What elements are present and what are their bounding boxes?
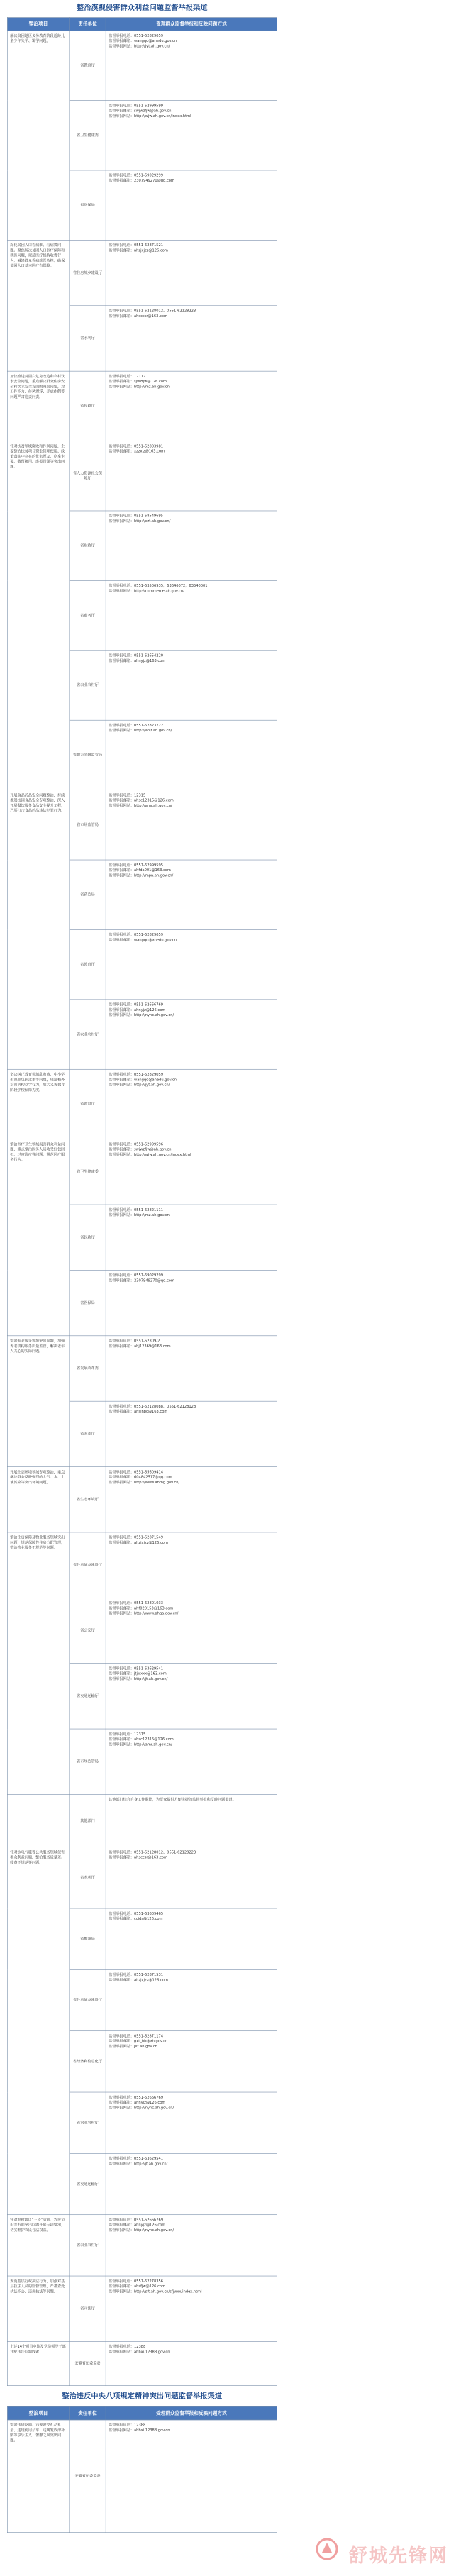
unit-cell: 省卫生健康委	[70, 101, 106, 170]
contact-cell	[106, 306, 277, 371]
contact-cell	[106, 1069, 277, 1139]
unit-cell: 省住房城乡建设厅	[70, 1969, 106, 2030]
table-row	[7, 2276, 277, 2341]
contact-line: 监督举报电话：0551-62803981	[109, 444, 164, 449]
header-contact: 受理群众监督举报和反映问题方式	[106, 2406, 277, 2420]
unit-cell: 省司法厅	[70, 2276, 106, 2341]
unit-cell: 省水利厅	[70, 1401, 106, 1466]
contact-line: 监督举报邮箱：ahsc12315@126.com	[109, 1737, 174, 1742]
item-cell: 整治养老服务领域突出问题，加强养老机构服务质量监管，解决老年人关心的实际问题。	[7, 1336, 70, 1467]
contact-line: 监督举报电话：12117	[109, 374, 146, 379]
contact-line: 监督举报电话：0551-62666769	[109, 1002, 164, 1007]
watermark-logo-icon	[315, 2537, 339, 2561]
contact-cell	[106, 580, 277, 650]
item-cell: 解决贫困地区义务教育阶段适龄儿童少年失学、辍学问题。	[7, 31, 70, 240]
contact-cell	[106, 2341, 277, 2385]
contact-line: 监督举报电话：12315	[109, 793, 146, 798]
contact-cell	[106, 1139, 277, 1205]
contact-line: 监督举报电话：0551-62128088、0551-62128128	[109, 1404, 196, 1409]
contact-line: 监督举报电话：0551-69029299	[109, 173, 164, 178]
contact-line: 监督举报邮箱：ahsccsr@163.com	[109, 1855, 168, 1860]
header-item: 整治项目	[7, 17, 70, 31]
contact-cell	[106, 2215, 277, 2276]
unit-cell: 省民政厅	[70, 1205, 106, 1270]
unit-cell: 省住房城乡建设厅	[70, 1532, 106, 1598]
contact-cell	[106, 1729, 277, 1794]
contact-line: 监督举报邮箱：ahfda001@163.com	[109, 868, 171, 873]
table-row	[7, 1139, 277, 1205]
section1-header-row	[7, 17, 277, 31]
unit-cell: 省教育厅	[70, 929, 106, 999]
contact-line: 监督举报网站：http://ahjr.ah.gov.cn/	[109, 728, 172, 734]
unit-cell: 省民政厅	[70, 371, 106, 441]
contact-line: 监督举报邮箱：ahzjxjzz@126.com	[109, 1978, 168, 1983]
unit-cell: 安徽省纪委监委	[70, 2341, 106, 2385]
contact-cell	[106, 790, 277, 860]
unit-cell: 省发展改革委	[70, 1336, 106, 1401]
contact-line: 监督举报邮箱：604842517@qq.com	[109, 1475, 172, 1480]
contact-cell	[106, 929, 277, 999]
item-cell: 整治违规吃喝、违规收受礼品礼金、违规使用公车、违规发放津补贴等享乐主义、奢靡之风突出问题。	[7, 2420, 70, 2533]
contact-cell	[106, 1532, 277, 1598]
contact-line: 监督举报电话：12388	[109, 2423, 146, 2428]
contact-line: 监督举报电话：0551-63506935，63646072，63540001	[109, 583, 208, 588]
contact-line: 监督举报邮箱：swjwzfjw@ah.gov.cn	[109, 109, 172, 114]
contact-cell	[106, 1908, 277, 1969]
contact-line: 监督举报电话：0551-62666769	[109, 2095, 164, 2100]
section2-title: 整治违反中央八项规定精神突出问题监督举报渠道	[62, 2392, 223, 2401]
item-cell	[7, 1794, 70, 1847]
contact-line: 监督举报邮箱：xzzxjz@163.com	[109, 449, 165, 454]
contact-line: 监督举报网站：jxt.ah.gov.cn	[109, 2044, 157, 2049]
contact-line: 监督举报电话：0551-62823722	[109, 723, 164, 728]
unit-cell: 省市场监管局	[70, 790, 106, 860]
table-row	[7, 2341, 277, 2385]
contact-line: 监督举报电话：0551-62666769	[109, 2218, 164, 2223]
contact-cell	[106, 2153, 277, 2214]
contact-line: 监督举报电话：12388	[109, 2344, 146, 2349]
contact-line: 监督举报网站：http://czt.ah.gov.cn/	[109, 519, 171, 524]
contact-line: 监督举报电话：0551-62278356	[109, 2279, 164, 2284]
table-row	[7, 441, 277, 511]
unit-cell: 省地方金融监管局	[70, 720, 106, 790]
table-row	[7, 2215, 277, 2276]
contact-line: 监督举报电话：0551-63629541	[109, 2156, 164, 2161]
contact-cell	[106, 1598, 277, 1663]
header-unit: 责任单位	[70, 2406, 106, 2420]
unit-cell: 省医保局	[70, 170, 106, 240]
contact-line: 监督举报网站：http://wjw.ah.gov.cn/index.html	[109, 1152, 191, 1157]
contact-line: 监督举报网站：http://amr.ah.gov.cn/	[109, 803, 172, 808]
contact-cell	[106, 371, 277, 441]
unit-cell: 省商务厅	[70, 580, 106, 650]
contact-line: 监督举报电话：0551-62654220	[109, 653, 164, 658]
contact-line: 监督举报网站：http://amr.ah.gov.cn/	[109, 1742, 172, 1747]
unit-cell: 省卫生健康委	[70, 1139, 106, 1205]
watermark: 舒城先锋网	[348, 2545, 448, 2567]
unit-cell: 省农业农村厅	[70, 651, 106, 720]
unit-cell: 省财政厅	[70, 511, 106, 580]
contact-line: 监督举报邮箱：sjwzfjw@126.com	[109, 379, 167, 384]
contact-cell	[106, 2420, 277, 2533]
contact-line: 监督举报邮箱：ahf020153@163.com	[109, 1606, 174, 1611]
table-row	[7, 371, 277, 441]
contact-cell	[106, 2092, 277, 2153]
contact-line: 监督举报电话：0551-62309-2	[109, 1339, 160, 1344]
contact-line: 监督举报邮箱：gxt_hh@ah.gov.cn	[109, 2039, 168, 2044]
contact-cell	[106, 1205, 277, 1270]
contact-line: 监督举报网站：http://mz.ah.gov.cn	[109, 1212, 170, 1217]
contact-cell	[106, 441, 277, 511]
contact-line: 监督举报邮箱：ahsccsr@163.com	[109, 314, 168, 319]
contact-line: 监督举报邮箱：jtjwxxx@163.com	[109, 1671, 167, 1676]
contact-cell	[106, 170, 277, 240]
contact-line: 监督举报网站：http://nync.ah.gov.cn/	[109, 1012, 174, 1017]
contact-line: 监督举报电话：0551-62999595	[109, 863, 164, 868]
contact-cell	[106, 2031, 277, 2092]
contact-line: 其他部门结合自身工作职能，为群众提供方便快捷的监督举报和反映问题渠道。	[109, 1797, 236, 1802]
item-cell: 针对农村地区“三资”管理、农民负担等方面突出问题开展专项整治，切实维护农民合法权益。	[7, 2215, 70, 2276]
contact-cell	[106, 1969, 277, 2030]
contact-line: 监督举报邮箱：ahsc12315@126.com	[109, 798, 174, 803]
contact-line: 监督举报邮箱：2307949270@qq.com	[109, 178, 174, 183]
contact-cell	[106, 2276, 277, 2341]
item-cell: 开展生态环境领域专项整治，重点解决群众反映强烈的大气、水、土壤污染等突出环境问题。	[7, 1467, 70, 1532]
table-row	[7, 1847, 277, 1908]
section1-title: 整治漠视侵害群众利益问题监督举报渠道	[76, 3, 208, 12]
table-row	[7, 31, 277, 100]
unit-cell: 省医保局	[70, 1270, 106, 1335]
table-row	[7, 2420, 277, 2533]
contact-line: 监督举报电话：0551-62821111	[109, 1207, 164, 1212]
contact-cell	[106, 1000, 277, 1069]
section2-table	[7, 2406, 277, 2533]
contact-line: 监督举报网站：http://www.ahga.gov.cn/	[109, 1611, 179, 1616]
contact-cell	[106, 651, 277, 720]
contact-cell	[106, 1664, 277, 1729]
item-cell: 针对水电气暖等公共服务领域侵害群众利益问题，整治服务质量差、收费不规范等问题。	[7, 1847, 70, 2215]
contact-line: 监督举报邮箱：ahnyjz@163.com	[109, 658, 166, 663]
unit-cell: 安徽省纪委监委	[70, 2420, 106, 2533]
contact-line: 监督举报网站：ahbxi.12388.gov.cn	[109, 2428, 170, 2433]
contact-line: 监督举报网站：http://commerce.ah.gov.cn/	[109, 589, 184, 594]
contact-cell	[106, 1336, 277, 1401]
contact-line: 监督举报电话：0551-65609414	[109, 1470, 164, 1475]
contact-line: 监督举报邮箱：wangqq@ahedu.gov.cn	[109, 38, 177, 43]
contact-cell	[106, 1467, 277, 1532]
contact-line: 监督举报邮箱：ahsfjw@126.com	[109, 2284, 166, 2289]
item-cell: 针对扶贫领域腐败和作风问题，主要整治扶贫项目资金管理使用、政策落实中存在的优亲厚友、吃拿卡要、截留挪用、虚报冒领等突出问题。	[7, 441, 70, 790]
unit-cell: 省市场监管局	[70, 1729, 106, 1794]
contact-line: 监督举报网站：http://mz.ah.gov.cn	[109, 385, 170, 389]
contact-line: 监督举报电话：0551-62128012、0551-62128223	[109, 1850, 196, 1855]
item-cell: 整治医疗卫生领域损害群众利益问题，重点整治医务人员收受红包回扣、过度诊疗等问题，规范医疗服务行为。	[7, 1139, 70, 1336]
contact-cell	[106, 1401, 277, 1466]
contact-line: 监督举报电话：0551-68549695	[109, 514, 164, 519]
contact-line: 监督举报邮箱：ahnyjz@126.com	[109, 2100, 166, 2105]
contact-line: 监督举报邮箱：swjwzfjw@ah.gov.cn	[109, 1147, 172, 1152]
contact-cell	[106, 860, 277, 929]
item-cell: 开展食品药品安全问题整治，持续推进校园食品安全专项整治，深入开展餐饮服务食品安全提升工程，严厉打击食品药品违法犯罪行为。	[7, 790, 70, 1070]
unit-cell: 省教育厅	[70, 1069, 106, 1139]
header-item: 整治项目	[7, 2406, 70, 2420]
contact-line: 监督举报邮箱：ahzjxjzz@126.com	[109, 248, 168, 253]
contact-cell	[106, 511, 277, 580]
unit-cell: 省农业农村厅	[70, 2215, 106, 2276]
unit-cell: 省住房城乡建设厅	[70, 240, 106, 305]
table-row	[7, 790, 277, 860]
unit-cell: 省公安厅	[70, 1598, 106, 1663]
unit-cell: 省能源局	[70, 1908, 106, 1969]
contact-cell	[106, 1794, 277, 1847]
contact-line: 监督举报网站：http://jyt.ah.gov.cn/	[109, 1083, 170, 1088]
contact-cell	[106, 1847, 277, 1908]
unit-cell: 省生态环境厅	[70, 1467, 106, 1532]
table-row	[7, 1794, 277, 1847]
item-cell: 规范基层行政执法行为，加强对基层执法人员的监督管理，严肃查处执法不公、违规执法等问题。	[7, 2276, 70, 2341]
contact-line: 监督举报网站：http://jyt.ah.gov.cn/	[109, 44, 170, 49]
contact-line: 监督举报电话：0551-62871174	[109, 2034, 164, 2039]
contact-line: 监督举报电话：0551-62871521	[109, 243, 164, 248]
contact-line: 监督举报网站：http://www.ahmg.gov.cn/	[109, 1480, 180, 1485]
contact-line: 监督举报邮箱：ccjds@126.com	[109, 1916, 163, 1921]
table-row	[7, 1336, 277, 1401]
contact-line: 监督举报电话：0551-62999599	[109, 104, 164, 109]
contact-cell	[106, 1270, 277, 1335]
unit-cell: 省水利厅	[70, 1847, 106, 1908]
table-row	[7, 1069, 277, 1139]
contact-line: 监督举报网站：http://sft.ah.gov.cn/sfjwxx/index.html	[109, 2289, 202, 2294]
contact-line: 监督举报邮箱：ahzjxjzz@126.com	[109, 1540, 168, 1545]
contact-line: 监督举报邮箱：wangqq@ahedu.gov.cn	[109, 1078, 177, 1083]
contact-line: 监督举报电话：0551-63629541	[109, 1666, 164, 1671]
contact-line: 监督举报电话：0551-62871549	[109, 1535, 164, 1540]
contact-line: 监督举报网站：http://jt.ah.gov.cn/	[109, 2162, 168, 2167]
contact-line: 监督举报邮箱：wangqq@ahedu.gov.cn	[109, 938, 177, 943]
item-cell: 坚决纠正教育领域乱收费、中小学生课业负担过重等问题，规范校外培训机构办学行为，加大义务教育阶段学校保障力度。	[7, 1069, 70, 1139]
unit-cell: 省药监局	[70, 860, 106, 929]
contact-cell	[106, 720, 277, 790]
unit-cell: 其他部门	[70, 1794, 106, 1847]
item-cell: 整治住房保障及物业服务领域突出问题，规范保障性住房分配管理，整治物业服务不规范等问题。	[7, 1532, 70, 1794]
contact-line: 监督举报网站：http://mpa.ah.gov.cn/	[109, 873, 174, 878]
contact-line: 监督举报电话：12315	[109, 1732, 146, 1737]
contact-line: 监督举报电话：0551-62829059	[109, 932, 164, 938]
unit-cell: 省水利厅	[70, 306, 106, 371]
contact-line: 监督举报电话：0551-69029299	[109, 1273, 164, 1278]
contact-line: 监督举报电话：0551-62128012、0551-62128223	[109, 309, 196, 314]
contact-line: 监督举报网站：http://wjw.ah.gov.cn/index.html	[109, 114, 191, 118]
section2-header-row	[7, 2406, 277, 2420]
contact-cell	[106, 31, 277, 100]
contact-cell	[106, 101, 277, 170]
contact-line: 监督举报网站：http://jt.ah.gov.cn/	[109, 1676, 168, 1681]
unit-cell: 省交通运输厅	[70, 2153, 106, 2214]
contact-line: 监督举报电话：0551-63609465	[109, 1911, 164, 1916]
contact-line: 监督举报电话：0551-62999596	[109, 1142, 164, 1147]
contact-line: 监督举报邮箱：ahnyjz@126.com	[109, 2223, 166, 2228]
table-row	[7, 240, 277, 305]
unit-cell: 省交通运输厅	[70, 1664, 106, 1729]
unit-cell: 省农业农村厅	[70, 1000, 106, 1069]
contact-line: 监督举报邮箱：ahj12369@163.com	[109, 1344, 171, 1349]
item-cell: 上述14个项目中涉及党员领导干部违纪违法问题线索	[7, 2341, 70, 2385]
item-cell: 加快推进贫困户危房改造和农村饮水安全问题，重点解决群众住房安全和饮水安全方面的突出问题，对工作不力、作风漂浮、弄虚作假等问题严肃追责问责。	[7, 371, 70, 441]
contact-line: 监督举报电话：0551-62871531	[109, 1972, 164, 1977]
contact-line: 监督举报电话：0551-62829059	[109, 1072, 164, 1077]
section1-table	[7, 17, 277, 2386]
unit-cell: 省经济和信息化厅	[70, 2031, 106, 2092]
table-row	[7, 1467, 277, 1532]
item-cell: 深化贫困人口看病难、看病贵问题。聚焦解决贫困人口医疗保障和就医问题，规范医疗机构收费行为，减轻群众看病就医负担，确保贫困人口基本医疗有保障。	[7, 240, 70, 371]
unit-cell: 省教育厅	[70, 31, 106, 100]
contact-line: 监督举报网站：http://nync.ah.gov.cn/	[109, 2228, 174, 2233]
contact-line: 监督举报邮箱：2307949270@qq.com	[109, 1278, 174, 1283]
contact-line: 监督举报网站：ahbxi.12388.gov.cn	[109, 2350, 170, 2355]
contact-line: 监督举报电话：0551-62829059	[109, 33, 164, 38]
unit-cell: 省人力资源社会保障厅	[70, 441, 106, 511]
unit-cell: 省农业农村厅	[70, 2092, 106, 2153]
contact-line: 监督举报电话：0551-62801033	[109, 1601, 164, 1605]
contact-cell	[106, 240, 277, 305]
contact-line: 监督举报邮箱：ahnyjz@126.com	[109, 1007, 166, 1012]
header-unit: 责任单位	[70, 17, 106, 31]
table-row	[7, 1532, 277, 1598]
contact-line: 监督举报网站：http://nync.ah.gov.cn/	[109, 2106, 174, 2111]
header-contact: 受理群众监督举报和反映问题方式	[106, 17, 277, 31]
contact-line: 监督举报邮箱：ahslhbc@163.com	[109, 1409, 168, 1414]
